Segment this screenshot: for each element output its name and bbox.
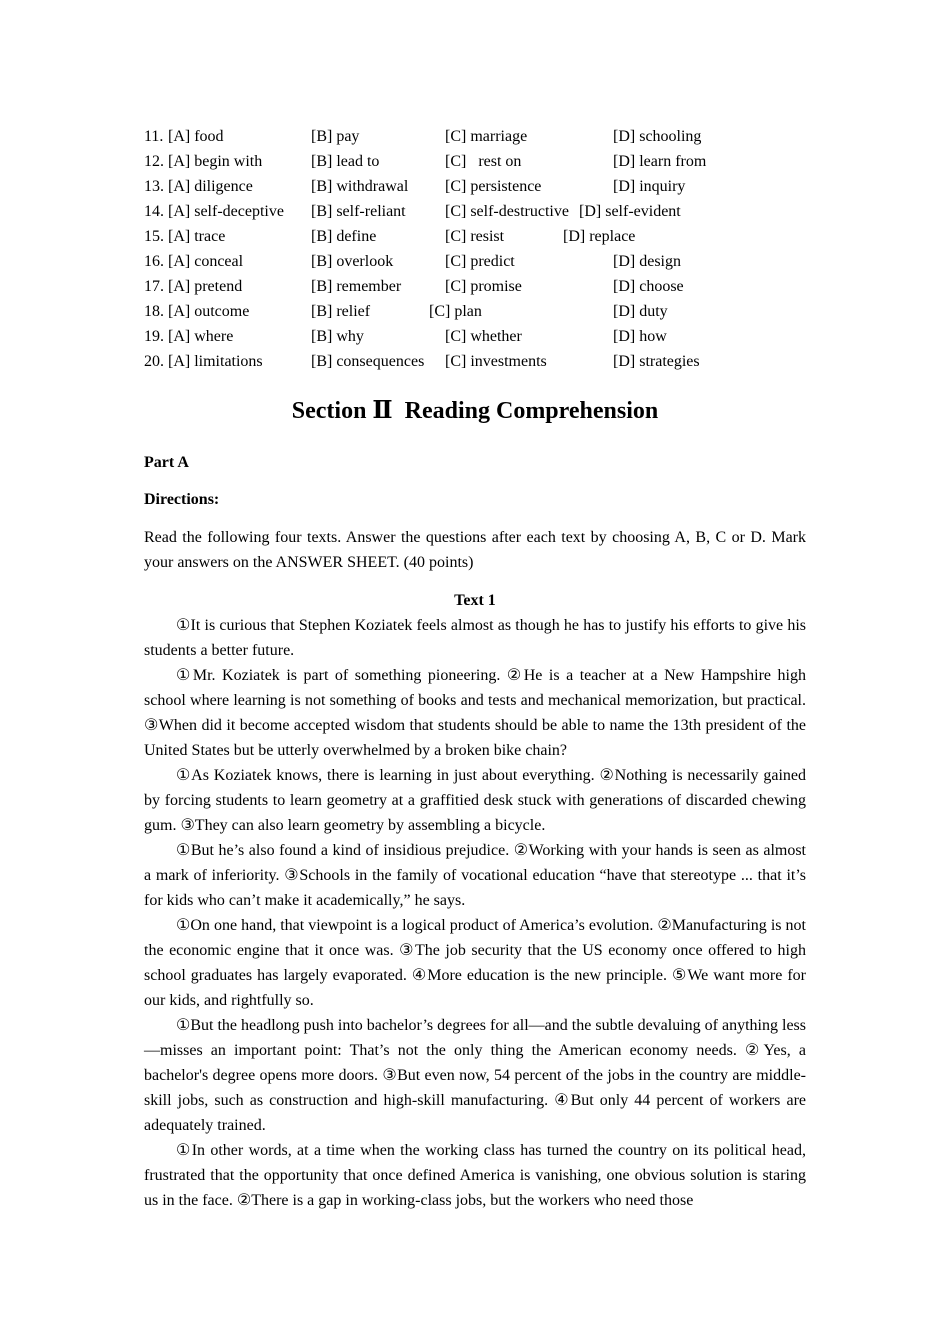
question-number: 19. [144,328,164,345]
option-c: [C] self-destructive [445,203,569,220]
option-b: [B] relief [311,303,371,320]
option-a: [A] conceal [168,253,244,270]
option-c: [C] resist [445,228,505,245]
option-a: [A] food [168,128,224,145]
option-table [144,124,806,374]
option-a: [A] trace [168,228,226,245]
paragraph: ①It is curious that Stephen Koziatek feels almost as though he has to justify his efforts to give his students a better future. [144,617,806,659]
exam-page [144,124,806,1213]
option-b: [B] define [311,228,377,245]
option-row-17 [144,274,806,299]
question-number: 13. [144,178,164,195]
option-a: [A] diligence [168,178,253,195]
option-row-13 [144,174,806,199]
option-d: [D] design [613,253,681,270]
question-number: 15. [144,228,164,245]
option-c: [C] predict [445,253,515,270]
option-row-14 [144,199,806,224]
option-row-19 [144,324,806,349]
option-c: [C] plan [429,303,482,320]
paragraph: ①As Koziatek knows, there is learning in just about everything. ②Nothing is necessarily gained by forcing students to learn geometry at a graffitied desk stuck with generations of discarded chewing gum. ③They can also learn geometry by assembling a bicycle. [144,767,806,834]
question-number: 18. [144,303,164,320]
option-d: [D] strategies [613,353,700,370]
option-d: [D] how [613,328,667,345]
option-d: [D] choose [613,278,684,295]
option-b: [B] withdrawal [311,178,409,195]
option-a: [A] where [168,328,234,345]
option-row-11 [144,124,806,149]
option-c: [C] marriage [445,128,528,145]
question-number: 12. [144,153,164,170]
question-number: 20. [144,353,164,370]
option-d: [D] self-evident [579,203,681,220]
option-c: [C] persistence [445,178,542,195]
paragraph: ①But the headlong push into bachelor’s degrees for all—and the subtle devaluing of anything less—misses an important point: That’s not the only thing the American economy needs. ②Yes, a bachelor's degree opens more doors. ③But even now, 54 percent of the jobs in the country are middle-skill jobs, such as construction and high-skill manufacturing. ④But only 44 percent of workers are adequately trained. [144,1017,806,1134]
option-d: [D] replace [563,228,636,245]
option-a: [A] begin with [168,153,263,170]
option-c: [C] promise [445,278,522,295]
option-b: [B] remember [311,278,402,295]
option-d: [D] inquiry [613,178,686,195]
option-row-12 [144,149,806,174]
option-b: [B] pay [311,128,360,145]
option-d: [D] learn from [613,153,707,170]
option-d: [D] duty [613,303,668,320]
question-number: 17. [144,278,164,295]
option-d: [D] schooling [613,128,702,145]
question-number: 16. [144,253,164,270]
option-b: [B] self-reliant [311,203,406,220]
option-c: [C] whether [445,328,522,345]
paragraph: ①But he’s also found a kind of insidious prejudice. ②Working with your hands is seen as almost a mark of inferiority. ③Schools in the family of vocational education “have that stereotype ... that it’s for kids who can’t make it academically,” he says. [144,842,807,909]
option-row-16 [144,249,806,274]
passage [144,613,806,1213]
paragraph: ①In other words, at a time when the working class has turned the country on its political head, frustrated that the opportunity that once defined America is vanishing, one obvious solution is staring us in the face. ②There is a gap in working-class jobs, but the workers who need those [144,1142,806,1209]
option-row-15 [144,224,806,249]
option-row-20 [144,349,806,374]
option-a: [A] self-deceptive [168,203,284,220]
paragraph: ①On one hand, that viewpoint is a logical product of America’s evolution. ②Manufacturing is not the economic engine that it once was. ③The job security that the US economy once offered to high school graduates has largely evaporated. ④More education is the new principle. ⑤We want more for our kids, and rightfully so. [144,917,806,1009]
directions-label: Directions: [144,491,220,508]
option-c: [C] rest on [445,153,522,170]
option-a: [A] outcome [168,303,250,320]
question-number: 14. [144,203,164,220]
part-label: Part A [144,454,189,471]
question-number: 11. [144,128,164,145]
option-c: [C] investments [445,353,547,370]
option-b: [B] consequences [311,353,425,370]
paragraph: ①Mr. Koziatek is part of something pioneering. ②He is a teacher at a New Hampshire high school where learning is not something of books and tests and mechanical memorization, but practical. ③When did it become accepted wisdom that students should be able to name the 13th president of the United States but be utterly overwhelmed by a broken bike chain? [144,667,806,759]
option-a: [A] pretend [168,278,243,295]
section-title: Section Ⅱ Reading Comprehension [291,398,659,424]
option-b: [B] why [311,328,364,345]
option-b: [B] lead to [311,153,380,170]
option-row-18 [144,299,806,324]
directions-text: Read the following four texts. Answer the questions after each text by choosing A, B, C or D. Mark your answers on the ANSWER SHEET. (40 points) [144,529,806,571]
option-a: [A] limitations [168,353,263,370]
option-b: [B] overlook [311,253,394,270]
text-title: Text 1 [454,592,496,609]
